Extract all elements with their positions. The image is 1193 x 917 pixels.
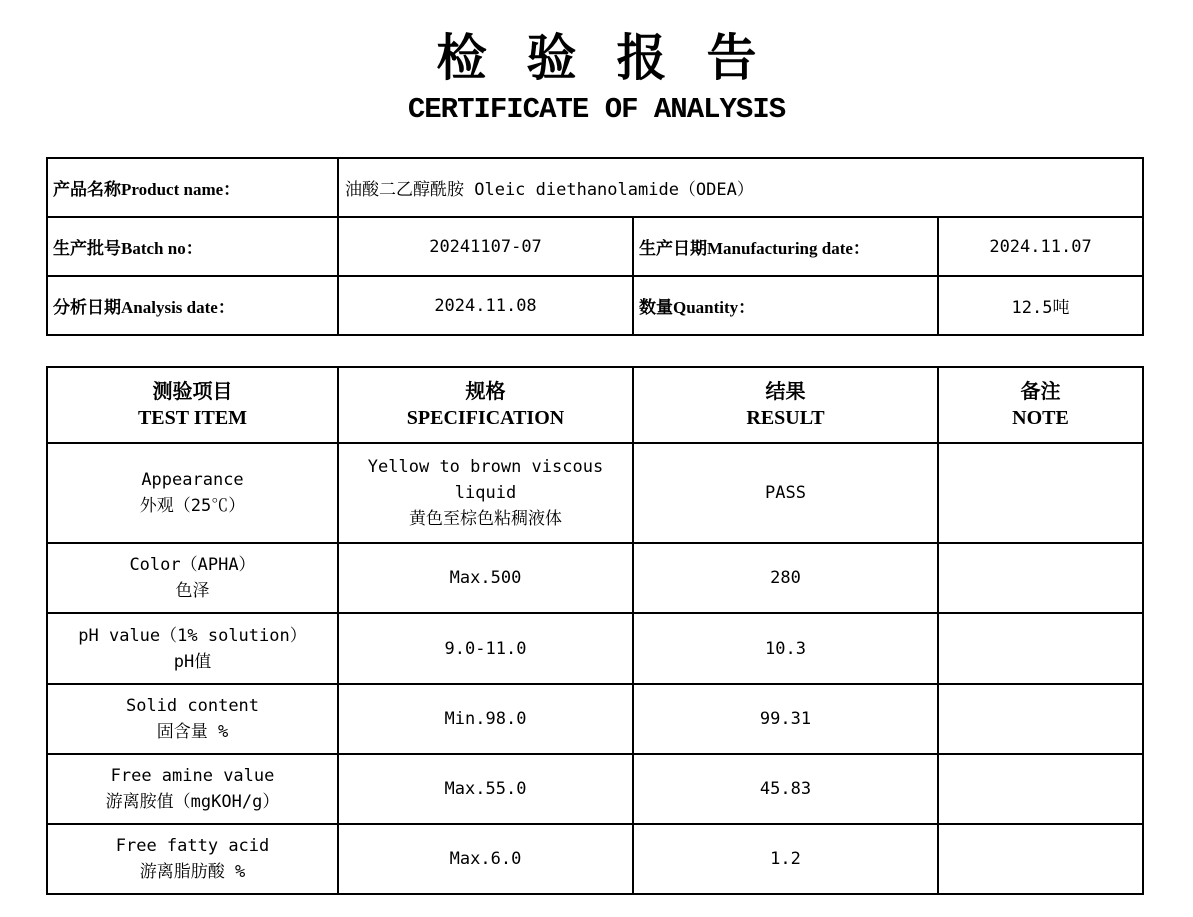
quantity-value: 12.5吨 <box>938 276 1143 335</box>
item-cn: 色泽 <box>175 581 210 601</box>
header-note-en: NOTE <box>1012 407 1069 429</box>
note-solid-content <box>938 684 1143 754</box>
table-row <box>47 754 1143 824</box>
report-title-cn: 检验报告 <box>436 28 797 87</box>
spec-free-fatty-acid: Max.6.0 <box>338 824 633 894</box>
header-test-item-en: TEST ITEM <box>137 407 248 429</box>
note-ph <box>938 613 1143 684</box>
note-appearance <box>938 443 1143 543</box>
result-solid-content: 99.31 <box>633 684 938 754</box>
header-specification <box>338 367 633 443</box>
item-cn: 外观（25℃） <box>139 496 246 516</box>
item-en: Color（APHA） <box>129 555 256 575</box>
item-cn: 固含量 % <box>156 722 229 742</box>
test-results-table <box>46 366 1144 895</box>
item-en: Free fatty acid <box>115 836 270 856</box>
header-note <box>938 367 1143 443</box>
product-name-value: 油酸二乙醇酰胺 Oleic diethanolamide（ODEA） <box>338 158 1143 217</box>
table-row <box>47 443 1143 543</box>
spec-free-amine: Max.55.0 <box>338 754 633 824</box>
batch-no-label: 生产批号Batch no： <box>47 217 338 276</box>
result-color: 280 <box>633 543 938 613</box>
note-free-amine <box>938 754 1143 824</box>
spec-color: Max.500 <box>338 543 633 613</box>
table-row <box>47 613 1143 684</box>
test-item-color <box>47 543 338 613</box>
spec-line: 黄色至棕色粘稠液体 <box>409 509 562 529</box>
spec-line: Yellow to brown viscous <box>367 457 604 477</box>
batch-row <box>47 217 1143 276</box>
spec-line: liquid <box>454 483 517 503</box>
spec-ph: 9.0-11.0 <box>338 613 633 684</box>
note-free-fatty-acid <box>938 824 1143 894</box>
item-en: Appearance <box>141 470 244 490</box>
table-row <box>47 684 1143 754</box>
product-name-label: 产品名称Product name： <box>47 158 338 217</box>
item-en: Free amine value <box>110 766 275 786</box>
test-item-free-amine <box>47 754 338 824</box>
header-result-cn: 结果 <box>765 381 806 403</box>
spec-solid-content: Min.98.0 <box>338 684 633 754</box>
report-title-en: CERTIFICATE OF ANALYSIS <box>407 93 786 126</box>
table-header-row <box>47 367 1143 443</box>
table-row <box>47 824 1143 894</box>
product-name-row <box>47 158 1143 217</box>
test-item-appearance <box>47 443 338 543</box>
batch-no-value: 20241107-07 <box>338 217 633 276</box>
analysis-date-label: 分析日期Analysis date： <box>47 276 338 335</box>
result-free-amine: 45.83 <box>633 754 938 824</box>
item-cn: 游离脂肪酸 % <box>139 862 246 882</box>
product-info-table <box>46 157 1144 336</box>
quantity-label: 数量Quantity： <box>633 276 938 335</box>
analysis-date-value: 2024.11.08 <box>338 276 633 335</box>
header-note-cn: 备注 <box>1020 381 1061 403</box>
header-test-item-cn: 测验项目 <box>152 381 233 403</box>
header-specification-en: SPECIFICATION <box>406 407 565 429</box>
analysis-row <box>47 276 1143 335</box>
manufacturing-date-value: 2024.11.07 <box>938 217 1143 276</box>
result-free-fatty-acid: 1.2 <box>633 824 938 894</box>
note-color <box>938 543 1143 613</box>
item-cn: 游离胺值（mgKOH/g） <box>105 792 280 812</box>
spec-appearance <box>338 443 633 543</box>
result-appearance: PASS <box>633 443 938 543</box>
item-en: pH value（1% solution） <box>78 625 307 646</box>
test-item-ph <box>47 613 338 684</box>
header-result <box>633 367 938 443</box>
header-specification-cn: 规格 <box>465 381 506 403</box>
test-item-solid-content <box>47 684 338 754</box>
header-test-item <box>47 367 338 443</box>
test-item-free-fatty-acid <box>47 824 338 894</box>
header-result-en: RESULT <box>746 407 825 429</box>
item-cn: pH值 <box>173 651 212 672</box>
table-row <box>47 543 1143 613</box>
manufacturing-date-label: 生产日期Manufacturing date： <box>633 217 938 276</box>
item-en: Solid content <box>125 696 260 716</box>
result-ph: 10.3 <box>633 613 938 684</box>
